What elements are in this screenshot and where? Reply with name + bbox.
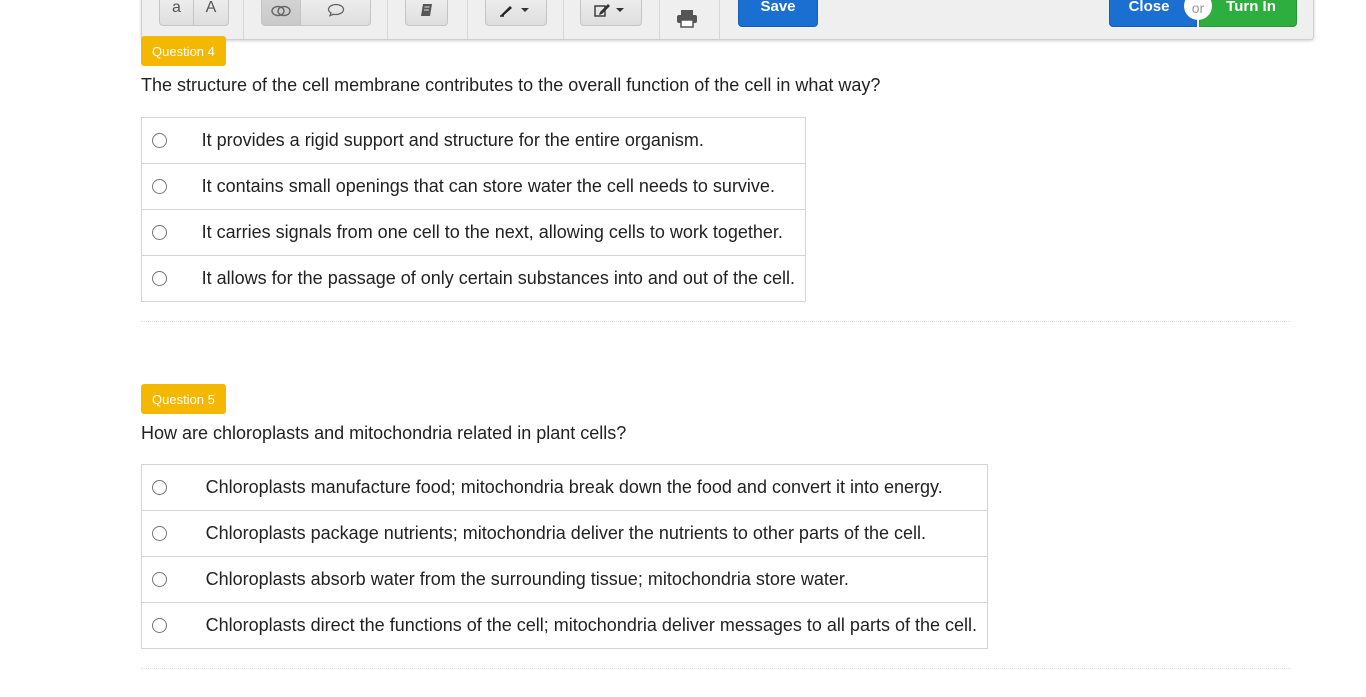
print-button[interactable]: [676, 10, 698, 33]
question-5-text: How are chloroplasts and mitochondria related in plant cells?: [141, 423, 627, 443]
toolbar: [141, 0, 1314, 40]
highlighter-group: [468, 0, 564, 39]
question-4-text: The structure of the cell membrane contributes to the overall function of the cell in what way?: [141, 75, 881, 95]
highlighter-button[interactable]: [485, 0, 547, 26]
print-icon: [676, 15, 698, 32]
question-4-options: [141, 117, 806, 302]
or-separator: or: [1184, 0, 1212, 20]
answer-label[interactable]: It carries signals from one cell to the next, allowing cells to work together.: [202, 210, 806, 256]
save-button[interactable]: Save: [738, 0, 818, 27]
question-4-badge: Question 4: [141, 36, 226, 66]
font-smaller-label: a: [172, 0, 181, 16]
link-button[interactable]: [261, 0, 301, 26]
radio-button[interactable]: [152, 133, 167, 148]
highlighter-icon: [499, 3, 533, 17]
answer-option[interactable]: [142, 164, 806, 210]
radio-button[interactable]: [152, 572, 167, 587]
close-button[interactable]: Close: [1109, 0, 1197, 27]
radio-button[interactable]: [152, 179, 167, 194]
answer-option[interactable]: [142, 557, 988, 603]
print-group: [660, 0, 720, 39]
notepad-button[interactable]: [405, 0, 448, 26]
answer-label[interactable]: Chloroplasts manufacture food; mitochondria break down the food and convert it into energy.: [205, 477, 943, 497]
question-divider: [141, 321, 1291, 322]
font-smaller-button[interactable]: [159, 0, 194, 26]
answer-label[interactable]: It allows for the passage of only certain substances into and out of the cell.: [202, 256, 806, 302]
answer-label[interactable]: It contains small openings that can store water the cell needs to survive.: [202, 164, 806, 210]
comment-icon: [327, 3, 345, 17]
link-icon: [271, 5, 291, 17]
turn-in-button[interactable]: Turn In: [1199, 0, 1297, 27]
radio-button[interactable]: [152, 480, 167, 495]
question-5-options: [141, 464, 988, 649]
radio-button[interactable]: [152, 526, 167, 541]
radio-button[interactable]: [152, 225, 167, 240]
answer-label[interactable]: It provides a rigid support and structure for the entire organism.: [201, 130, 704, 150]
font-larger-button[interactable]: [194, 0, 229, 26]
question-divider: [141, 668, 1291, 669]
answer-option[interactable]: [142, 256, 806, 302]
answer-option[interactable]: [142, 210, 806, 256]
annotation-group: [244, 0, 388, 39]
edit-group: [564, 0, 660, 39]
answer-label[interactable]: Chloroplasts package nutrients; mitochondria deliver the nutrients to other parts of the cell.: [206, 511, 988, 557]
question-5-badge: Question 5: [141, 384, 226, 414]
notepad-icon: [420, 3, 434, 17]
font-size-group: [142, 0, 244, 39]
edit-icon: [594, 3, 628, 17]
answer-option[interactable]: [142, 511, 988, 557]
comment-button[interactable]: [301, 0, 371, 26]
radio-button[interactable]: [152, 271, 167, 286]
answer-option[interactable]: [142, 465, 988, 511]
font-larger-label: A: [205, 0, 217, 16]
notepad-group: [388, 0, 468, 39]
answer-option[interactable]: [142, 603, 988, 649]
answer-label[interactable]: Chloroplasts absorb water from the surrounding tissue; mitochondria store water.: [206, 557, 988, 603]
edit-button[interactable]: [580, 0, 642, 26]
answer-option[interactable]: [142, 118, 806, 164]
radio-button[interactable]: [152, 618, 167, 633]
answer-label[interactable]: Chloroplasts direct the functions of the cell; mitochondria deliver messages to all parts of the cell.: [206, 603, 988, 649]
